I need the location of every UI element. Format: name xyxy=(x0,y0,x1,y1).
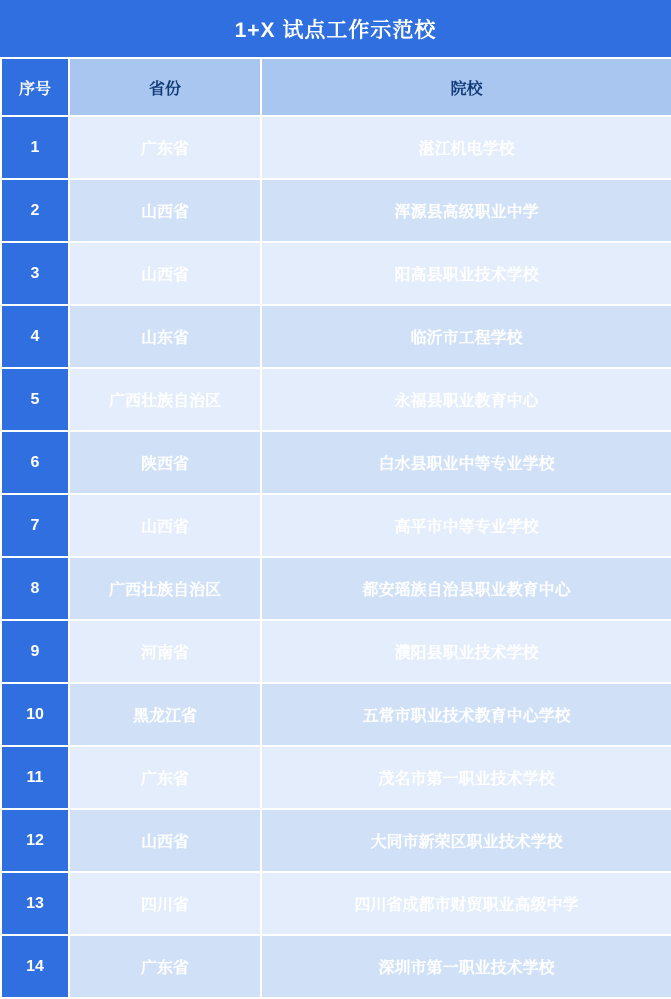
table-body xyxy=(1,116,671,998)
cell-index: 10 xyxy=(1,683,69,746)
cell-school: 都安瑶族自治县职业教育中心 xyxy=(261,557,671,620)
cell-province: 山东省 xyxy=(69,305,261,368)
cell-province: 广东省 xyxy=(69,116,261,179)
cell-school: 永福县职业教育中心 xyxy=(261,368,671,431)
cell-province: 广西壮族自治区 xyxy=(69,557,261,620)
pilot-schools-table xyxy=(0,57,671,999)
cell-index: 11 xyxy=(1,746,69,809)
table-row xyxy=(1,935,671,998)
cell-school: 五常市职业技术教育中心学校 xyxy=(261,683,671,746)
table-row xyxy=(1,620,671,683)
cell-school: 阳高县职业技术学校 xyxy=(261,242,671,305)
cell-index: 13 xyxy=(1,872,69,935)
table-row xyxy=(1,809,671,872)
table-row xyxy=(1,116,671,179)
cell-province: 黑龙江省 xyxy=(69,683,261,746)
cell-school: 高平市中等专业学校 xyxy=(261,494,671,557)
cell-school: 湛江机电学校 xyxy=(261,116,671,179)
table-row xyxy=(1,557,671,620)
column-header-school: 院校 xyxy=(261,58,671,116)
cell-school: 四川省成都市财贸职业高级中学 xyxy=(261,872,671,935)
cell-school: 大同市新荣区职业技术学校 xyxy=(261,809,671,872)
cell-province: 山西省 xyxy=(69,179,261,242)
table-row xyxy=(1,431,671,494)
column-header-index: 序号 xyxy=(1,58,69,116)
table-row xyxy=(1,305,671,368)
cell-index: 3 xyxy=(1,242,69,305)
table-header xyxy=(1,58,671,116)
cell-province: 山西省 xyxy=(69,809,261,872)
table-row xyxy=(1,683,671,746)
cell-index: 7 xyxy=(1,494,69,557)
table-row xyxy=(1,872,671,935)
cell-province: 山西省 xyxy=(69,494,261,557)
cell-school: 深圳市第一职业技术学校 xyxy=(261,935,671,998)
table-row xyxy=(1,368,671,431)
cell-school: 茂名市第一职业技术学校 xyxy=(261,746,671,809)
cell-province: 河南省 xyxy=(69,620,261,683)
table-row xyxy=(1,242,671,305)
cell-province: 广东省 xyxy=(69,746,261,809)
cell-index: 6 xyxy=(1,431,69,494)
cell-index: 2 xyxy=(1,179,69,242)
column-header-province: 省份 xyxy=(69,58,261,116)
cell-index: 12 xyxy=(1,809,69,872)
cell-province: 陕西省 xyxy=(69,431,261,494)
cell-province: 广西壮族自治区 xyxy=(69,368,261,431)
cell-index: 5 xyxy=(1,368,69,431)
table-row xyxy=(1,746,671,809)
cell-school: 浑源县高级职业中学 xyxy=(261,179,671,242)
cell-index: 1 xyxy=(1,116,69,179)
page-title: 1+X 试点工作示范校 xyxy=(0,0,671,57)
table-row xyxy=(1,179,671,242)
cell-school: 白水县职业中等专业学校 xyxy=(261,431,671,494)
cell-index: 9 xyxy=(1,620,69,683)
cell-index: 14 xyxy=(1,935,69,998)
cell-province: 四川省 xyxy=(69,872,261,935)
cell-index: 8 xyxy=(1,557,69,620)
cell-school: 临沂市工程学校 xyxy=(261,305,671,368)
cell-province: 山西省 xyxy=(69,242,261,305)
cell-school: 濮阳县职业技术学校 xyxy=(261,620,671,683)
cell-index: 4 xyxy=(1,305,69,368)
table-row xyxy=(1,494,671,557)
table-header-row xyxy=(1,58,671,116)
cell-province: 广东省 xyxy=(69,935,261,998)
